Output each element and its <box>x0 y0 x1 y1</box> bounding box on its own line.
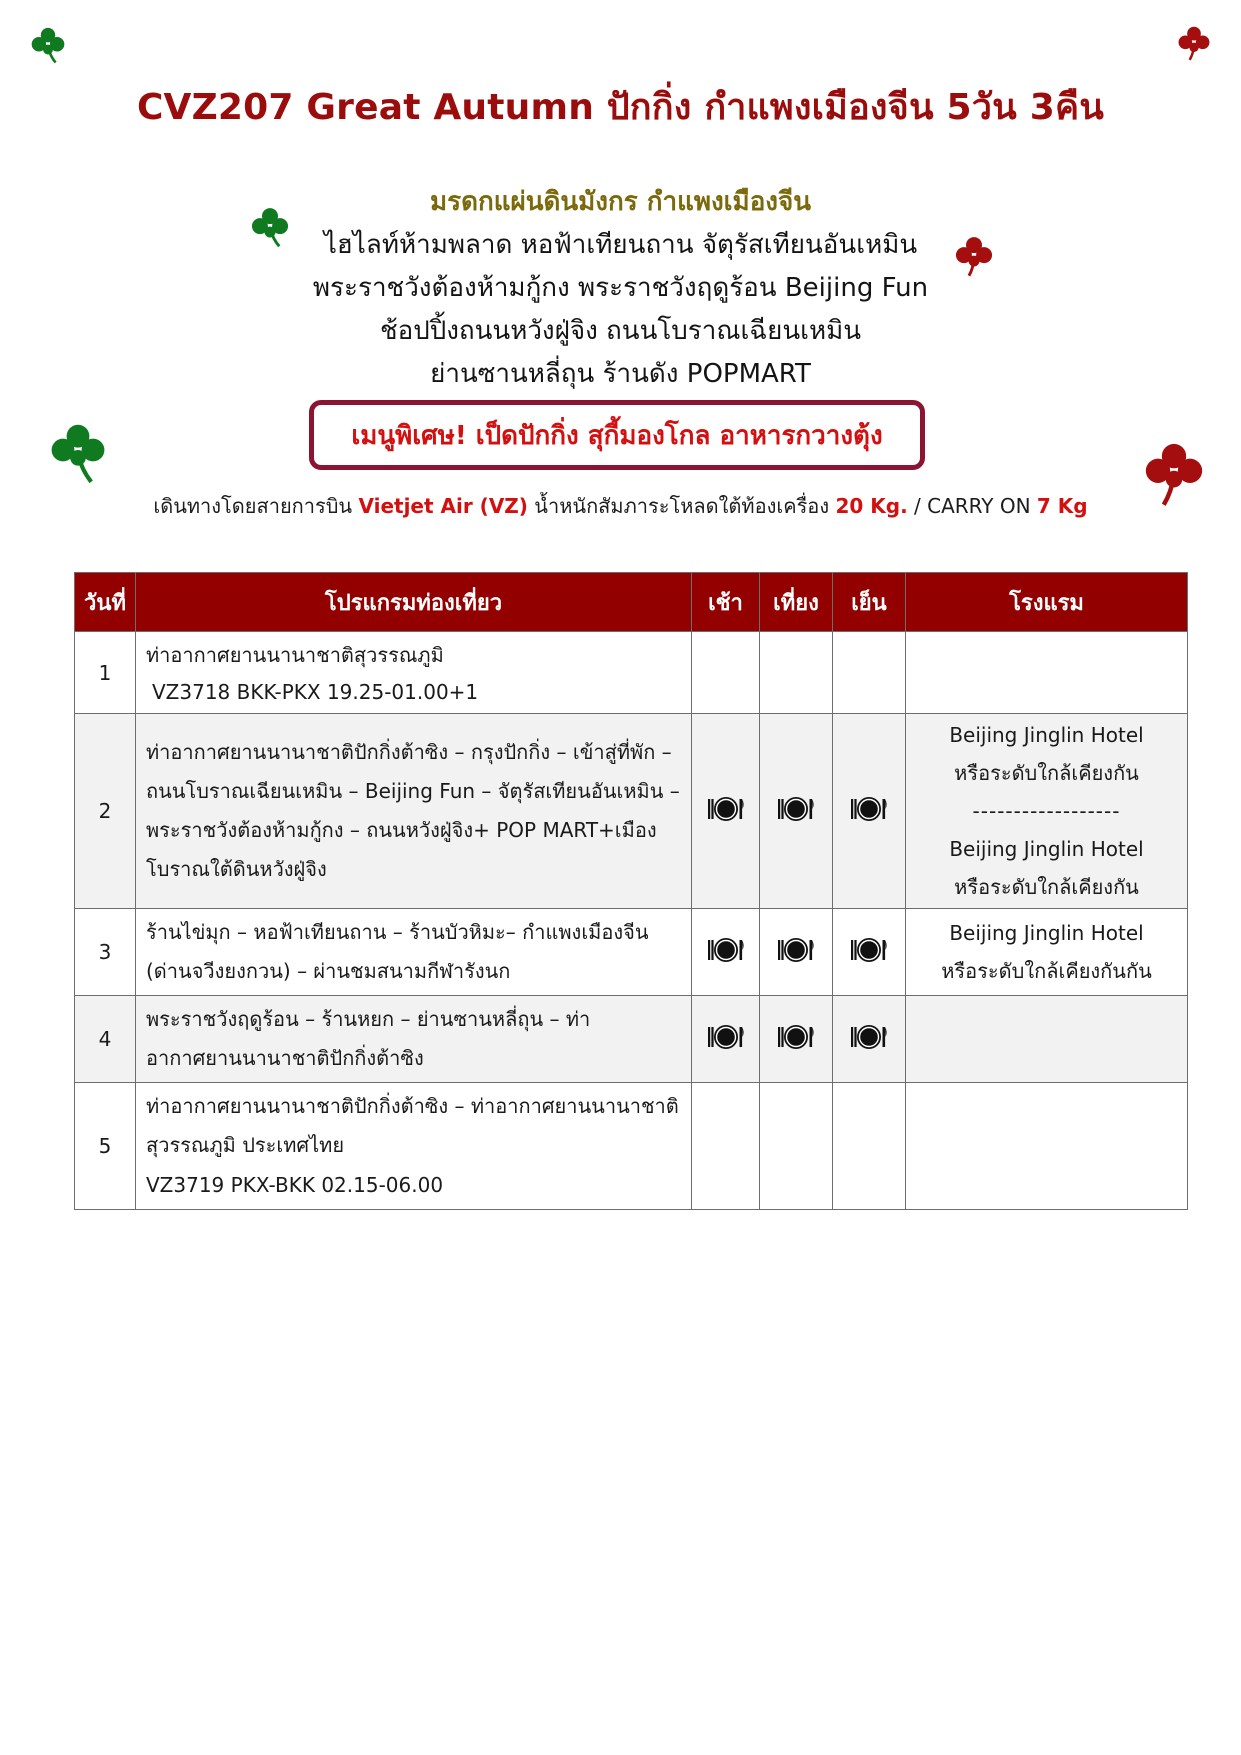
lunch-cell <box>760 909 833 996</box>
program-cell <box>136 632 692 714</box>
plate-cutlery-icon <box>706 805 746 829</box>
day-number: 5 <box>75 1083 136 1210</box>
header-program: โปรแกรมท่องเที่ยว <box>136 573 692 632</box>
breakfast-cell <box>692 909 760 996</box>
plate-cutlery-icon <box>706 1033 746 1057</box>
baggage-info <box>0 490 1241 522</box>
day-number: 3 <box>75 909 136 996</box>
hotel-cell <box>906 632 1188 714</box>
day-number: 4 <box>75 996 136 1083</box>
baggage-middle: น้ำหนักสัมภาระโหลดใต้ท้องเครื่อง <box>527 494 836 518</box>
plate-cutlery-icon <box>849 946 889 970</box>
table-header-row <box>75 573 1188 632</box>
plate-cutlery-icon <box>849 805 889 829</box>
program-text: ท่าอากาศยานนานาชาติปักกิ่งต้าซิง – กรุงปักกิ่ง – เข้าสู่ที่พัก – ถนนโบราณเฉียนเหมิน – Beijing Fun – จัตุรัสเทียนอันเหมิน – พระราชวังต้องห้ามกู้กง – ถนนหวังฝู่จิง+ POP MART+เมืองโบราณใต้ดินหวังฝู่จิง <box>136 714 692 909</box>
dinner-cell <box>833 1083 906 1210</box>
plate-cutlery-icon <box>706 946 746 970</box>
table-row <box>75 996 1188 1083</box>
special-menu-box: เมนูพิเศษ! เป็ดปักกิ่ง สุกี้มองโกล อาหารกวางตุ้ง <box>309 400 925 470</box>
program-text: พระราชวังฤดูร้อน – ร้านหยก – ย่านซานหลี่ถุน – ท่าอากาศยานนานาชาติปักกิ่งต้าซิง <box>136 996 692 1083</box>
plate-cutlery-icon <box>776 946 816 970</box>
hotel-cell <box>906 996 1188 1083</box>
dinner-cell <box>833 996 906 1083</box>
dinner-cell <box>833 632 906 714</box>
dinner-cell <box>833 909 906 996</box>
lunch-cell <box>760 1083 833 1210</box>
clover-red-icon <box>1176 24 1212 62</box>
program-text: ร้านไข่มุก – หอฟ้าเทียนถาน – ร้านบัวหิมะ– กำแพงเมืองจีน (ด่านจวีงยงกวน) – ผ่านชมสนามกีฬารังนก <box>136 909 692 996</box>
clover-green-icon <box>48 418 108 488</box>
intro-subtitle: มรดกแผ่นดินมังกร กำแพงเมืองจีน <box>429 187 812 217</box>
plate-cutlery-icon <box>849 1033 889 1057</box>
header-hotel: โรงแรม <box>906 573 1188 632</box>
hotel-separator: ------------------ <box>972 799 1121 823</box>
airline-name: Vietjet Air (VZ) <box>358 494 528 518</box>
table-row <box>75 1083 1188 1210</box>
program-cell <box>136 1083 692 1210</box>
hotel-name: Beijing Jinglin Hotel <box>949 837 1144 861</box>
hotel-name: Beijing Jinglin Hotel <box>949 921 1144 945</box>
breakfast-cell <box>692 714 760 909</box>
dinner-cell <box>833 714 906 909</box>
hotel-note: หรือระดับใกล้เคียงกัน <box>954 875 1139 899</box>
carry-on-label: / CARRY ON <box>907 494 1037 518</box>
hotel-note: หรือระดับใกล้เคียงกันกัน <box>941 959 1152 983</box>
hotel-cell <box>906 909 1188 996</box>
table-row <box>75 714 1188 909</box>
flight-info: VZ3718 BKK-PKX 19.25-01.00+1 <box>152 680 479 704</box>
baggage-prefix: เดินทางโดยสายการบิน <box>153 494 359 518</box>
breakfast-cell <box>692 1083 760 1210</box>
highlight-line: ย่านซานหลี่ถุน ร้านดัง POPMART <box>430 359 811 389</box>
program-text: ท่าอากาศยานนานาชาติสุวรรณภูมิ <box>146 643 444 667</box>
highlight-line: ไฮไลท์ห้ามพลาด หอฟ้าเทียนถาน จัตุรัสเทียนอันเหมิน <box>323 230 918 260</box>
itinerary-table <box>74 572 1188 1210</box>
hotel-cell <box>906 714 1188 909</box>
flight-info: VZ3719 PKX-BKK 02.15-06.00 <box>146 1173 444 1197</box>
plate-cutlery-icon <box>776 805 816 829</box>
table-row <box>75 909 1188 996</box>
lunch-cell <box>760 632 833 714</box>
carry-on-weight: 7 Kg <box>1036 494 1088 518</box>
header-dinner: เย็น <box>833 573 906 632</box>
lunch-cell <box>760 714 833 909</box>
hotel-name: Beijing Jinglin Hotel <box>949 723 1144 747</box>
header-lunch: เที่ยง <box>760 573 833 632</box>
page-title: CVZ207 Great Autumn ปักกิ่ง กำแพงเมืองจีน 5วัน 3คืน <box>136 87 1105 128</box>
day-number: 1 <box>75 632 136 714</box>
day-number: 2 <box>75 714 136 909</box>
clover-green-icon <box>28 26 68 64</box>
table-row <box>75 632 1188 714</box>
highlight-line: พระราชวังต้องห้ามกู้กง พระราชวังฤดูร้อน Beijing Fun <box>312 273 929 303</box>
intro-block <box>200 180 1041 396</box>
program-text: ท่าอากาศยานนานาชาติปักกิ่งต้าซิง – ท่าอากาศยานนานาชาติสุวรรณภูมิ ประเทศไทย <box>146 1094 679 1157</box>
breakfast-cell <box>692 996 760 1083</box>
plate-cutlery-icon <box>776 1033 816 1057</box>
hotel-cell <box>906 1083 1188 1210</box>
highlight-line: ช้อปปิ้งถนนหวังฝู่จิง ถนนโบราณเฉียนเหมิน <box>379 316 862 346</box>
header-breakfast: เช้า <box>692 573 760 632</box>
checked-baggage: 20 Kg. <box>835 494 908 518</box>
header-day: วันที่ <box>75 573 136 632</box>
lunch-cell <box>760 996 833 1083</box>
breakfast-cell <box>692 632 760 714</box>
hotel-note: หรือระดับใกล้เคียงกัน <box>954 761 1139 785</box>
